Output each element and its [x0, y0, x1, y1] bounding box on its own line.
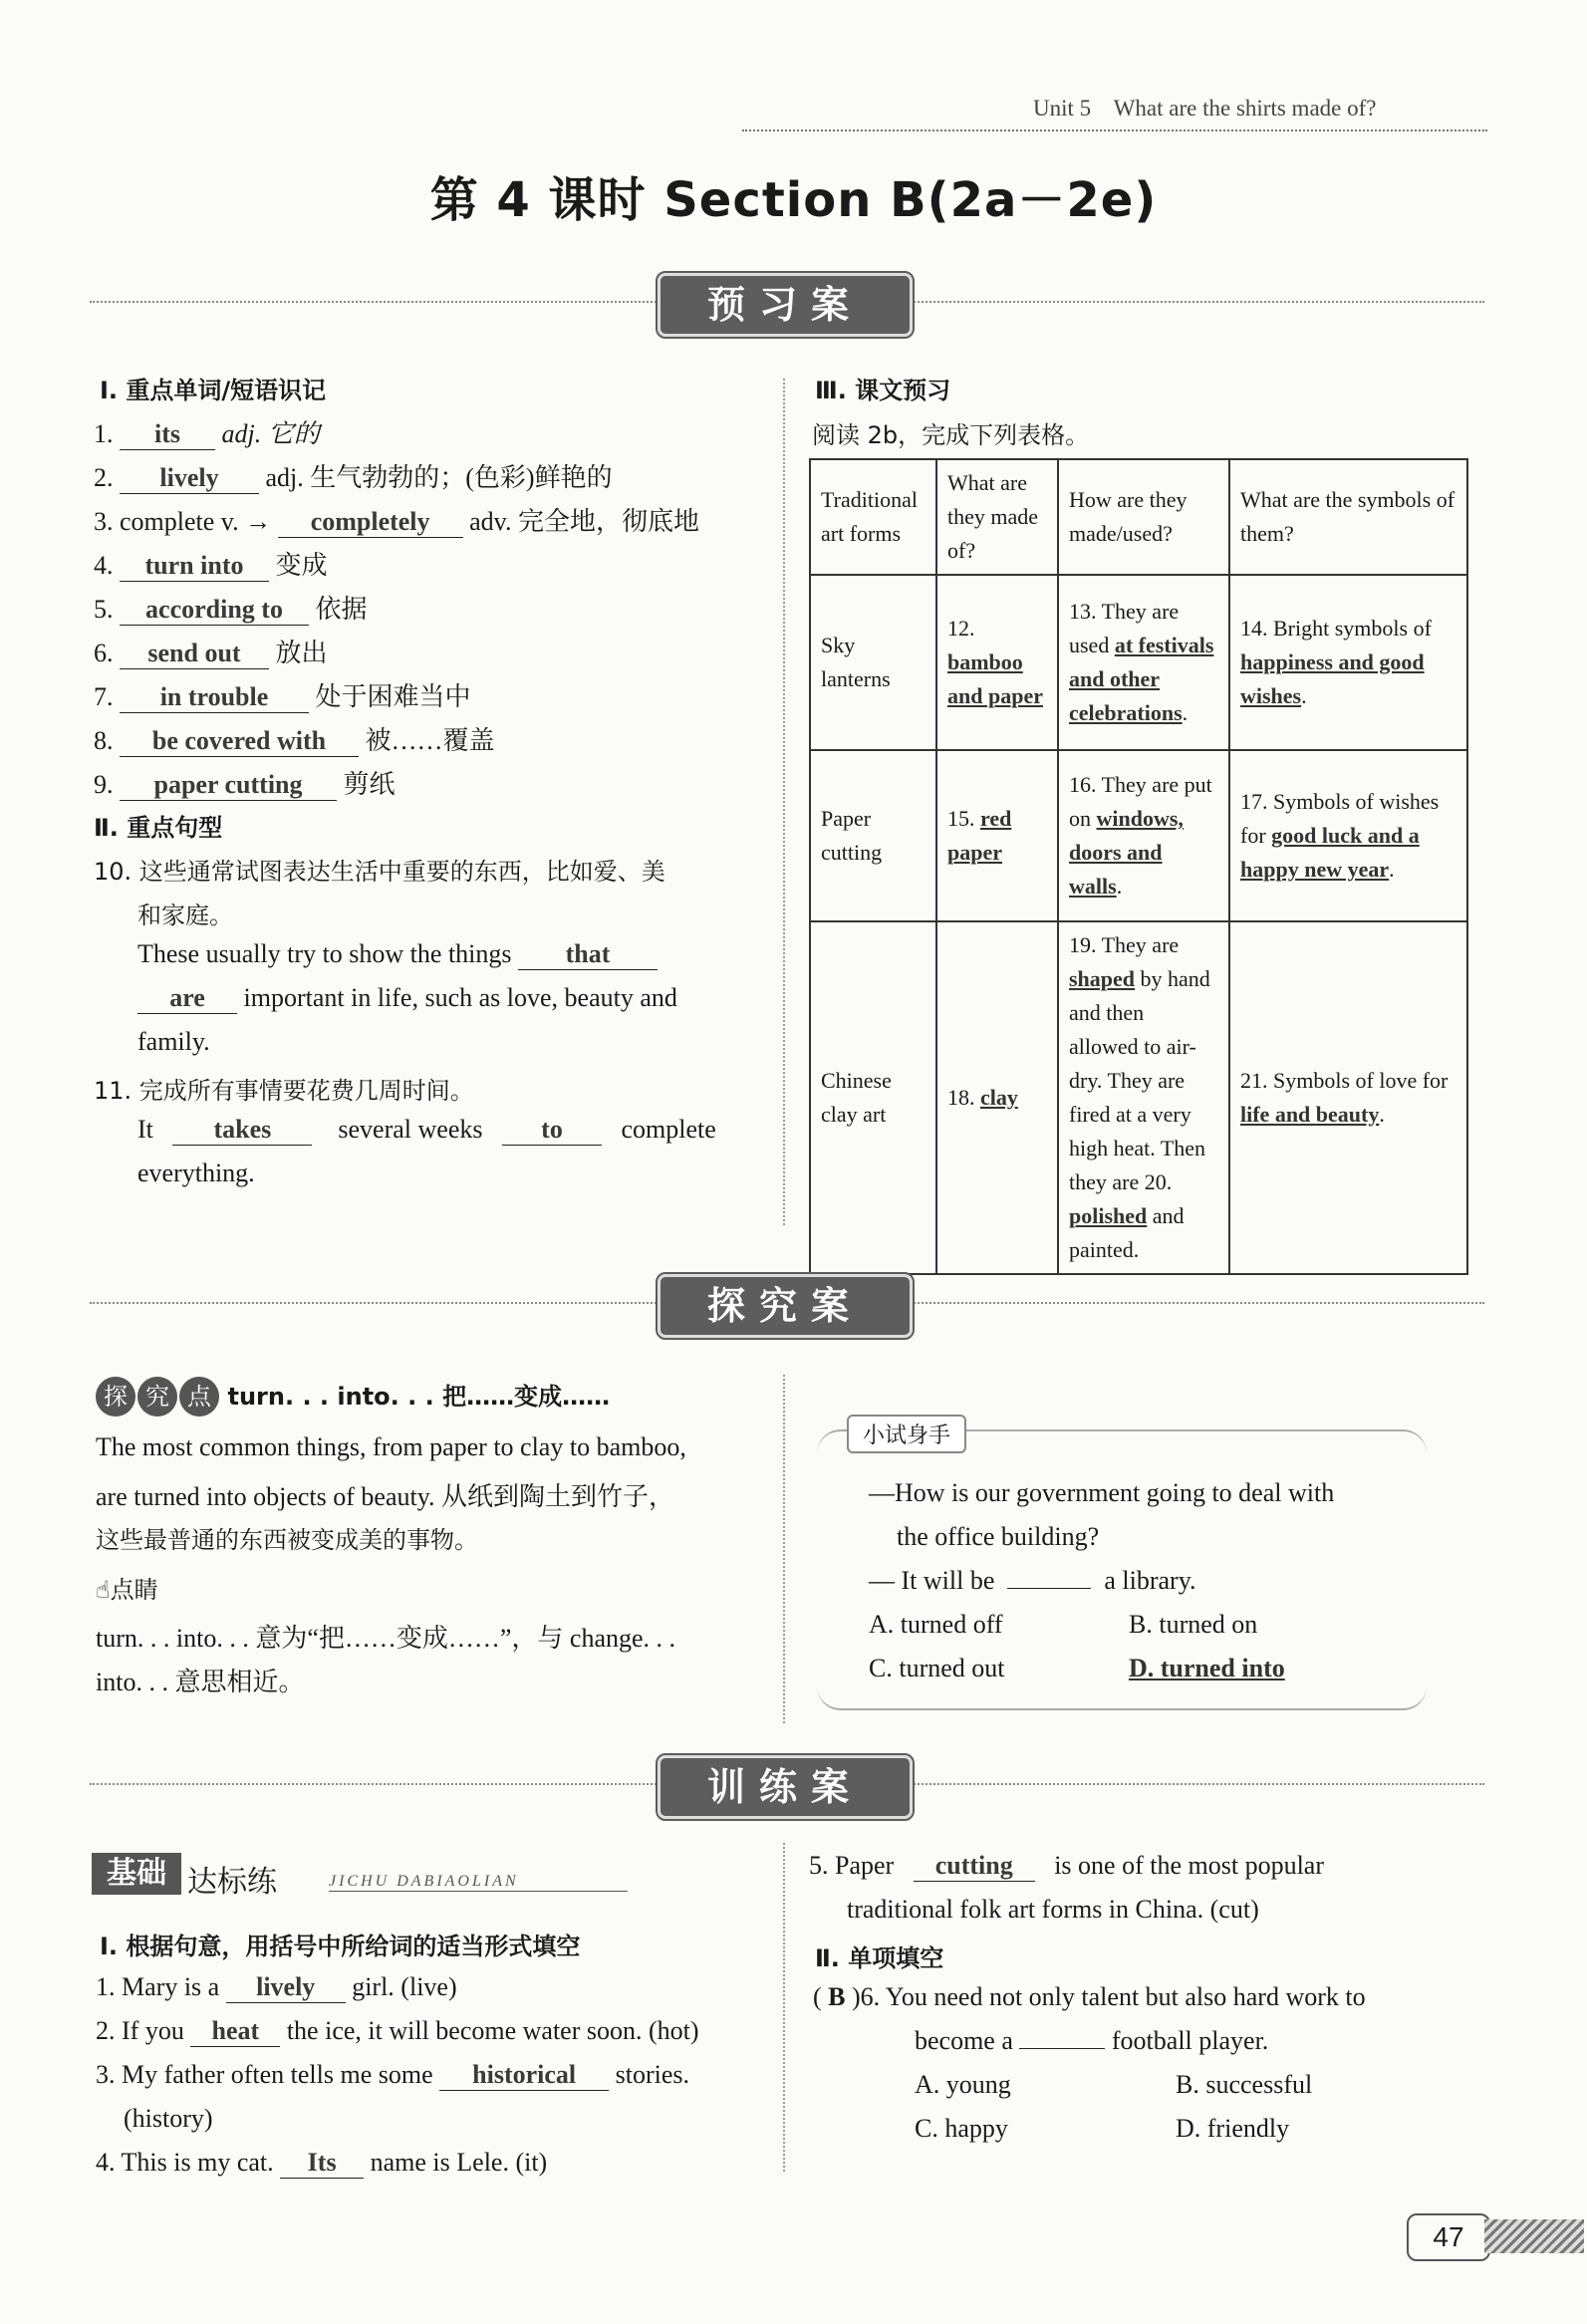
- jichu-pinyin: JICHU DABIAOLIAN: [329, 1873, 628, 1892]
- question-text: 5. Paper cutting is one of the most popular: [809, 1851, 1324, 1880]
- question-text: family.: [137, 1027, 210, 1056]
- table-row: [810, 575, 1467, 750]
- table-cell: 18. clay: [936, 921, 1058, 1274]
- page-number: 47: [1407, 2213, 1490, 2261]
- list-item: 6. send out 放出: [94, 639, 328, 667]
- list-item: 8. be covered with 被……覆盖: [94, 726, 495, 755]
- table-cell: 19. They are shaped by hand and then allowed to air-dry. They are fired at a very high heat. Then they are 20. polished and painted.: [1058, 921, 1229, 1274]
- option: A. turned off: [869, 1610, 1003, 1639]
- table-header: What are the symbols of them?: [1229, 459, 1467, 575]
- running-head: Unit 5 What are the shirts made of?: [1033, 96, 1377, 121]
- question-text: 10. 这些通常试图表达生活中重要的东西，比如爱、美: [94, 858, 665, 886]
- list-item: 3. complete v. → completely adv. 完全地，彻底地: [94, 507, 699, 536]
- page-number-decoration: [1484, 2219, 1584, 2253]
- question-text: These usually try to show the things that: [137, 939, 658, 970]
- question-text: (history): [124, 2104, 213, 2133]
- instruction: 阅读 2b，完成下列表格。: [812, 421, 1090, 449]
- column-divider: [783, 379, 785, 1225]
- table-cell: 15. red paper: [936, 750, 1058, 921]
- section-heading: Ⅱ. 单项填空: [815, 1944, 944, 1972]
- question-text: 3. My father often tells me some historical stories.: [96, 2060, 690, 2089]
- question-text: the office building?: [897, 1522, 1100, 1551]
- option: C. turned out: [869, 1654, 1005, 1682]
- column-divider: [783, 1375, 785, 1723]
- section-heading-2: Ⅱ. 重点句型: [94, 814, 223, 842]
- table-cell: Paper cutting: [810, 750, 936, 921]
- banner-preview: 预习案: [658, 273, 913, 337]
- example-text: are turned into objects of beauty. 从纸到陶土到竹子，: [96, 1482, 675, 1511]
- section-heading-1: Ⅰ. 重点单词/短语识记: [100, 377, 327, 404]
- table-cell: 21. Symbols of love for life and beauty.: [1229, 921, 1467, 1274]
- question-text: are important in life, such as love, beauty and: [137, 983, 677, 1014]
- option: C. happy: [915, 2114, 1008, 2143]
- header-rule: [742, 129, 1487, 131]
- table-cell: Chinese clay art: [810, 921, 936, 1274]
- table-cell: 17. Symbols of wishes for good luck and a happy new year.: [1229, 750, 1467, 921]
- pointer-icon: ☝: [96, 1576, 111, 1604]
- table-header: Traditional art forms: [810, 459, 936, 575]
- banner-explore: 探究案: [658, 1274, 913, 1338]
- jichu-title: 达标练: [187, 1865, 277, 1900]
- question-text: —How is our government going to deal with: [869, 1478, 1335, 1507]
- question-text: — It will be a library.: [869, 1566, 1196, 1595]
- example-text: The most common things, from paper to clay to bamboo,: [96, 1432, 686, 1461]
- question-text: It takes several weeks to complete: [137, 1115, 716, 1144]
- question-text: 1. Mary is a lively girl. (live): [96, 1972, 457, 2001]
- option-answer: D. turned into: [1129, 1654, 1285, 1682]
- try-tag: 小试身手: [847, 1415, 966, 1453]
- tip-heading: ☝点睛: [96, 1576, 158, 1604]
- list-item: 2. lively adj. 生气勃勃的；(色彩)鲜艳的: [94, 463, 613, 492]
- table-row: [810, 750, 1467, 921]
- table-header: What are they made of?: [936, 459, 1058, 575]
- option: D. friendly: [1176, 2114, 1290, 2143]
- tip-text: turn. . . into. . . 意为“把……变成……”，与 change. . .: [96, 1624, 676, 1653]
- table-row: [810, 921, 1467, 1274]
- list-item: 1. its adj. 它的: [94, 419, 320, 448]
- option: A. young: [915, 2070, 1011, 2099]
- question-text: ( B )6. You need not only talent but also hard work to: [813, 1982, 1366, 2011]
- preview-table: [809, 458, 1468, 1275]
- table-cell: 14. Bright symbols of happiness and good wishes.: [1229, 575, 1467, 750]
- tip-text: into. . . 意思相近。: [96, 1668, 305, 1696]
- question-text: 和家庭。: [137, 902, 233, 929]
- list-item: 4. turn into 变成: [94, 551, 328, 580]
- section-heading-3: Ⅲ. 课文预习: [815, 377, 951, 404]
- table-header: How are they made/used?: [1058, 459, 1229, 575]
- question-text: 4. This is my cat. Its name is Lele. (it): [96, 2148, 548, 2177]
- option: B. successful: [1176, 2070, 1313, 2099]
- section-heading: Ⅰ. 根据句意，用括号中所给词的适当形式填空: [100, 1933, 581, 1960]
- question-text: traditional folk art forms in China. (cut): [847, 1895, 1259, 1924]
- question-text: 11. 完成所有事情要花费几周时间。: [94, 1077, 474, 1105]
- question-text: everything.: [137, 1159, 255, 1187]
- table-cell: 16. They are put on windows, doors and walls.: [1058, 750, 1229, 921]
- jichu-label: 基础: [92, 1853, 181, 1895]
- banner-practice: 训练案: [658, 1755, 913, 1819]
- column-divider: [783, 1843, 785, 2172]
- example-text: 这些最普通的东西被变成美的事物。: [96, 1526, 478, 1554]
- list-item: 9. paper cutting 剪纸: [94, 770, 396, 799]
- explore-point: 探 究 点 turn. . . into. . . 把……变成……: [96, 1377, 610, 1417]
- page-title: 第 4 课时 Section B(2a－2e): [429, 172, 1158, 228]
- table-cell: 13. They are used at festivals and other celebrations.: [1058, 575, 1229, 750]
- list-item: 7. in trouble 处于困难当中: [94, 682, 471, 711]
- table-cell: Sky lanterns: [810, 575, 936, 750]
- option: B. turned on: [1129, 1610, 1258, 1639]
- question-text: 2. If you heat the ice, it will become water soon. (hot): [96, 2016, 699, 2045]
- list-item: 5. according to 依据: [94, 595, 368, 624]
- question-text: become a football player.: [915, 2026, 1269, 2055]
- table-cell: 12. bamboo and paper: [936, 575, 1058, 750]
